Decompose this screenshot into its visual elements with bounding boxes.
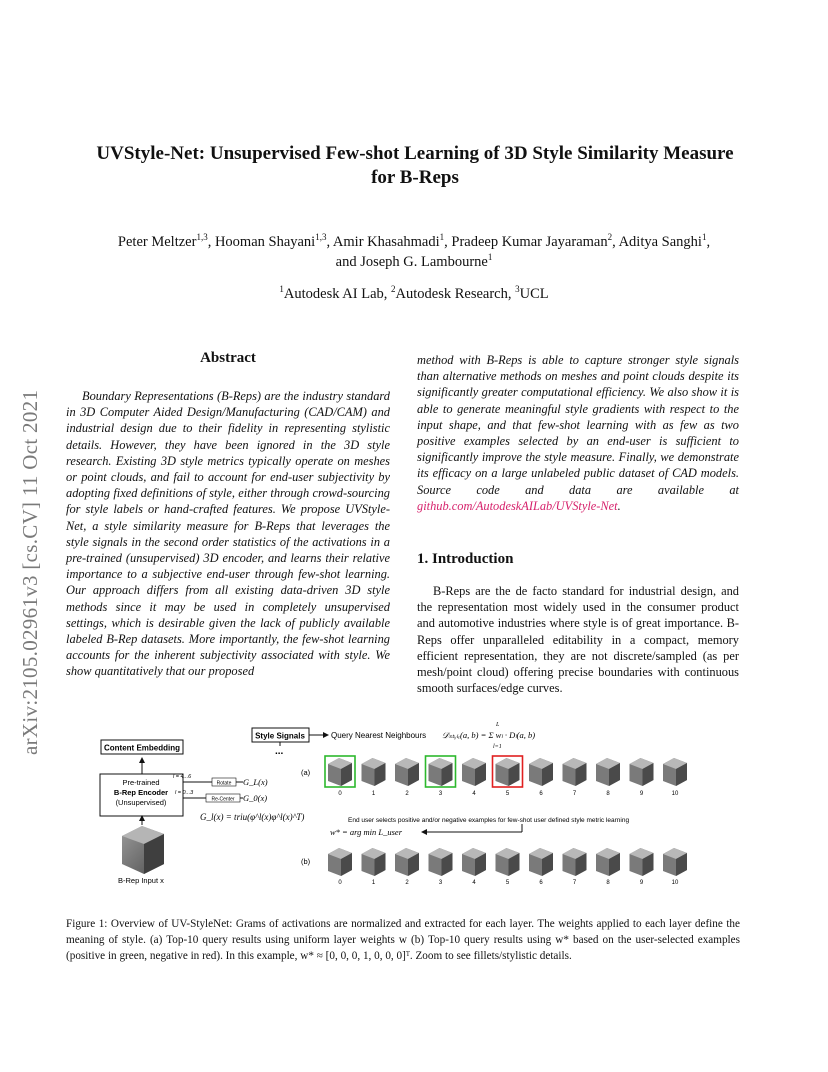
row-a-index-label: 4 [472, 791, 476, 797]
recenter-label: Re-Center [211, 796, 235, 803]
row-b-index-label: 6 [539, 880, 543, 886]
content-embedding-label: Content Embedding [104, 743, 180, 753]
row-b-index-label: 0 [338, 880, 342, 886]
author-3: Amir Khasahmadi$^1$, [332, 232, 452, 250]
row-a-index-label: 5 [505, 791, 510, 797]
argmin-formula: w* = arg min L_user [330, 827, 403, 837]
row-a-thumb-6 [529, 758, 553, 797]
gram-top: G_L(x) [243, 777, 268, 787]
row-b-index-label: 8 [606, 880, 610, 886]
results-row-b [328, 848, 687, 886]
author-5: Aditya Sanghi$^1$, [618, 232, 711, 250]
row-b-index-label: 2 [405, 880, 409, 886]
row-a-index-label: 1 [371, 791, 376, 797]
sum-upper: L [496, 722, 500, 728]
row-b-thumb-3 [429, 848, 453, 886]
row-b-thumb-4 [462, 848, 486, 886]
title-line-1: UVStyle-Net: Unsupervised Few-shot Learning of 3D Style Similarity Measure [96, 143, 734, 164]
encoder-line-2: B-Rep Encoder [113, 788, 169, 797]
row-b-thumb-7 [563, 848, 587, 886]
abstract-text-right: method with B-Reps is able to capture stronger style signals than alternative methods on meshes and point clouds despite its significantly greater computational efficiency. We also show it is able to generate meaningful style gradients with respect to the input shape, and that few-shot learning with as few as two positive examples selected by an end-user is sufficient to significantly improve the style measure. Finally, we demonstrate its efficacy on a large unlabeled public dataset of CAD models. Source code and data are available at github.com/AutodeskAILab/UVStyle-Net. [417, 353, 739, 513]
author-4: Pradeep Kumar Jayaraman$^2$, [451, 232, 619, 250]
query-formula: 𝒟ₛₜᵧₗₑ(a, b) = Σ wₗ · Dₗ(a, b) [442, 730, 536, 740]
row-a-index-label: 3 [438, 791, 443, 797]
affiliations: $^1$Autodesk AI Lab, $^2$Autodesk Research, $^3$UCL [279, 284, 549, 302]
row-a-thumb-5 [493, 756, 523, 797]
range-bottom: l = 0...3 [175, 790, 194, 796]
row-a-thumb-1 [362, 758, 386, 797]
row-b-thumb-2 [395, 848, 419, 886]
row-a-thumb-0 [325, 756, 355, 797]
arxiv-identifier: arXiv:2105.02961v3 [cs.CV] 11 Oct 2021 [18, 389, 42, 755]
row-a-index-label: 2 [405, 791, 409, 797]
title-line-2: for B-Reps [371, 167, 459, 188]
row-a-thumb-7 [563, 758, 587, 797]
sum-lower: l=1 [493, 744, 502, 750]
brep-input-label: B-Rep Input x [118, 876, 164, 885]
row-a-index-label: 6 [539, 791, 543, 797]
row-a-thumb-2 [395, 758, 419, 797]
row-b-thumb-6 [529, 848, 553, 886]
row-b-thumb-5 [496, 848, 520, 886]
query-text: Query Nearest Neighbours [331, 731, 427, 740]
style-signals-label: Style Signals [255, 731, 305, 741]
paper-title [70, 142, 760, 190]
row-a-thumb-9 [630, 758, 654, 797]
row-b-thumb-1 [362, 848, 386, 886]
results-row-a [325, 756, 687, 797]
row-b-index-label: 3 [438, 880, 443, 886]
author-2: Hooman Shayani$^{1,3}$, [214, 232, 333, 250]
row-b-thumb-8 [596, 848, 620, 886]
figure-1 [60, 718, 760, 900]
style-dots: ... [275, 746, 284, 757]
row-a-label: (a) [301, 768, 311, 777]
intro-text: B-Reps are the de facto standard for industrial design, and the representation most widely used in the consumer product and automotive industries where style is of great importance. B-Reps offer unparalleled editability in a compact, memory efficient representation, they are not discrete/sampled (as per mesh/point cloud) offering precise boundaries with continuous smooth surfaces/edge curves. [417, 584, 739, 696]
abstract-text-left: Boundary Representations (B-Reps) are the industry standard in 3D Computer Aided Design/Manufacturing (CAD/CAM) and industrial design due to their fidelity in representing stylistic details. However, they have been ignored in the 3D style research. Existing 3D style metrics typically operate on meshes or point clouds, and fail to account for end-user subjectivity by adopting fixed definitions of style, either through crowd-sourcing for style labels or hand-crafted features. We propose UVStyle-Net, a style similarity measure for B-Reps that leverages the style signals in the second order statistics of the activations in a pre-trained (unsupervised) 3D encoder, and learns their relative importance to a subjective end-user through few-shot learning. Our approach differs from all existing data-driven 3D style methods since it may be used in completely unsupervised settings, which is desirable given the lack of publicly available labeled B-Rep datasets. More importantly, the few-shot learning accounts for the inherent subjectivity associated with style. We show quantitatively that our proposed [66, 389, 390, 679]
gram-formula: G_l(x) = triu(φ^l(x)φ^l(x)^T) [200, 812, 305, 822]
row-a-thumb-3 [426, 756, 456, 797]
range-top: l = 4...6 [173, 774, 192, 780]
row-b-thumb-10 [663, 848, 687, 886]
encoder-line-1: Pre-trained [122, 778, 160, 787]
row-b-index-label: 5 [505, 880, 510, 886]
author-1: Peter Meltzer$^{1,3}$, [117, 232, 215, 250]
row-b-index-label: 1 [371, 880, 376, 886]
figure-caption: Figure 1: Overview of UV-StyleNet: Grams of activations are normalized and extracted for each layer. The weights applied to each layer define the meaning of style. (a) Top-10 query results using uniform layer weights w (b) Top-10 query results using w* based on the user-selected examples (positive in green, negative in red). In this example, w* ≈ [0, 0, 0, 1, 0, 0, 0]ᵀ. Zoom to see fillets/stylistic details. [66, 918, 740, 962]
row-a-thumb-4 [462, 758, 486, 797]
author-list [60, 232, 768, 272]
rotate-label: Rotate [216, 780, 232, 787]
end-user-text: End user selects positive and/or negative examples for few-shot user defined style metric learning [348, 817, 630, 824]
github-link[interactable]: github.com/AutodeskAILab/UVStyle-Net [417, 498, 618, 513]
row-a-thumb-8 [596, 758, 620, 797]
row-a-index-label: 8 [606, 791, 610, 797]
row-a-index-label: 10 [671, 791, 679, 797]
encoder-line-3: (Unsupervised) [115, 798, 167, 807]
row-a-index-label: 7 [572, 791, 577, 797]
author-6: and Joseph G. Lambourne$^1$ [335, 252, 493, 270]
brep-input-shape [122, 826, 164, 874]
row-b-label: (b) [301, 857, 311, 866]
row-b-thumb-0 [328, 848, 352, 886]
abstract-heading: Abstract [200, 350, 256, 366]
row-b-thumb-9 [630, 848, 654, 886]
row-b-index-label: 10 [671, 880, 679, 886]
gram-bottom: G_0(x) [243, 793, 268, 803]
intro-heading: 1. Introduction [417, 551, 514, 567]
row-b-index-label: 9 [639, 880, 644, 886]
row-b-index-label: 7 [572, 880, 577, 886]
row-b-index-label: 4 [472, 880, 476, 886]
row-a-index-label: 0 [338, 791, 342, 797]
row-a-thumb-10 [663, 758, 687, 797]
row-a-index-label: 9 [639, 791, 644, 797]
